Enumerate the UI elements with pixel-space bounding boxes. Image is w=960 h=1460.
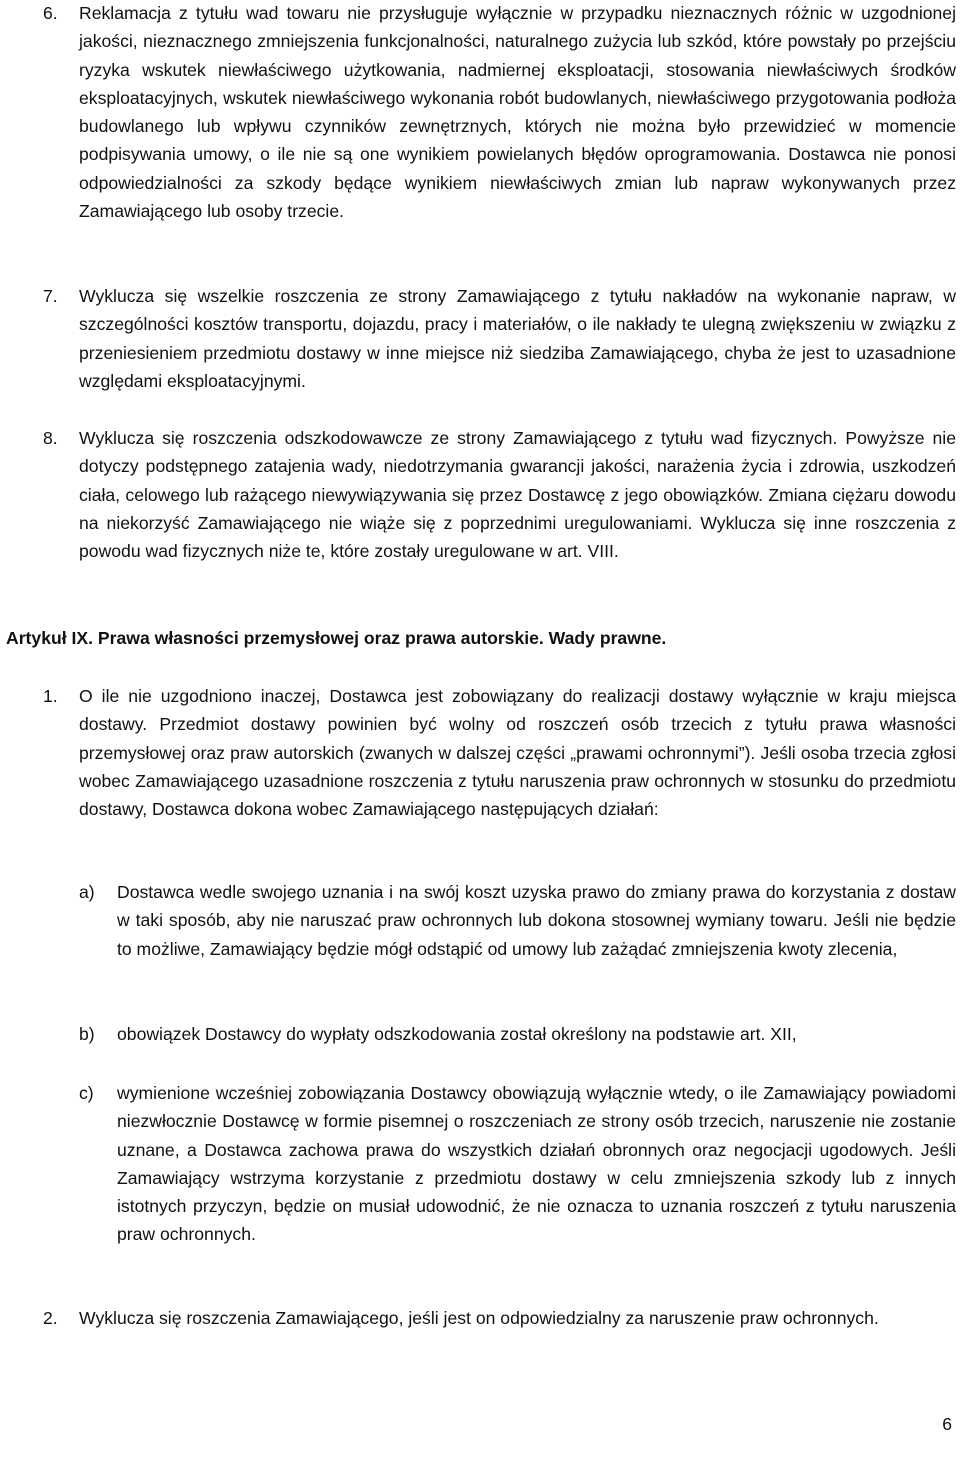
subclause-text: wymienione wcześniej zobowiązania Dostawcy obowiązują wyłącznie wtedy, o ile Zamawiający powiadomi niezwłocznie Dostawcę w formie pisemnej o roszczeniach ze strony osób trzecich, naruszenie nie zostanie uznane, a Dostawca zachowa prawa do wszystkich działań obronnych oraz negocjacji ugodowych. Jeśli Zamawiający wstrzyma korzystanie z przedmiotu dostawy w celu zmniejszenia szkody lub z innych istotnych przyczyn, będzie on musiał udowodnić, że nie oznacza to uznania roszczeń z tytułu naruszenia praw ochronnych. bbox=[117, 1083, 956, 1245]
clause-text: Wyklucza się wszelkie roszczenia ze strony Zamawiającego z tytułu nakładów na wykonanie napraw, w szczególności kosztów transportu, dojazdu, pracy i materiałów, o ile nakłady te ulegną zwiększeniu w związku z przeniesieniem przedmiotu dostawy w inne miejsce niż siedziba Zamawiającego, chyba że jest to uzasadnione względami eksploatacyjnymi. bbox=[79, 286, 956, 391]
clause-number: 6. bbox=[43, 3, 58, 23]
clause-text: Wyklucza się roszczenia Zamawiającego, jeśli jest on odpowiedzialny za naruszenie praw ochronnych. bbox=[79, 1308, 879, 1328]
clause-8 bbox=[43, 424, 956, 565]
page-number: 6 bbox=[942, 1414, 952, 1434]
subclause-label: b) bbox=[79, 1024, 95, 1044]
clause-number: 8. bbox=[43, 428, 58, 448]
clause-number: 1. bbox=[43, 686, 58, 706]
subclause-a bbox=[79, 878, 956, 963]
clause-text: Reklamacja z tytułu wad towaru nie przysługuje wyłącznie w przypadku nieznacznych różnic w uzgodnionej jakości, nieznacznego zmniejszenia funkcjonalności, naturalnego zużycia lub szkód, które powstały po przejściu ryzyka wskutek niewłaściwego użytkowania, nadmiernej eksploatacji, stosowania niewłaściwych środków eksploatacyjnych, wskutek niewłaściwego wykonania robót budowlanych, niewłaściwego przygotowania podłoża budowlanego lub wpływu czynników zewnętrznych, których nie można było przewidzieć w momencie podpisywania umowy, o ile nie są one wynikiem powielanych błędów oprogramowania. Dostawca nie ponosi odpowiedzialności za szkody będące wynikiem niewłaściwych zmian lub napraw wykonywanych przez Zamawiającego lub osoby trzecie. bbox=[79, 3, 956, 222]
clause-7 bbox=[43, 282, 956, 395]
subclause-label: a) bbox=[79, 882, 95, 902]
subclause-label: c) bbox=[79, 1083, 94, 1103]
article-heading: Artykuł IX. Prawa własności przemysłowej oraz prawa autorskie. Wady prawne. bbox=[6, 628, 667, 648]
clause-text: O ile nie uzgodniono inaczej, Dostawca jest zobowiązany do realizacji dostawy wyłącznie w kraju miejsca dostawy. Przedmiot dostawy powinien być wolny od roszczeń osób trzecich z tytułu prawa własności przemysłowej oraz praw autorskich (zwanych w dalszej części „prawami ochronnymi”). Jeśli osoba trzecia zgłosi wobec Zamawiającego uzasadnione roszczenia z tytułu naruszenia praw ochronnych w stosunku do przedmiotu dostawy, Dostawca dokona wobec Zamawiającego następujących działań: bbox=[79, 686, 956, 820]
subclause-c bbox=[79, 1079, 956, 1249]
clause-6 bbox=[43, 0, 956, 225]
clause-number: 2. bbox=[43, 1308, 58, 1328]
clause-number: 7. bbox=[43, 286, 58, 306]
article-clause-2 bbox=[43, 1304, 956, 1332]
subclause-b bbox=[79, 1020, 956, 1048]
subclause-text: obowiązek Dostawcy do wypłaty odszkodowania został określony na podstawie art. XII, bbox=[117, 1024, 797, 1044]
subclause-text: Dostawca wedle swojego uznania i na swój koszt uzyska prawo do zmiany prawa do korzystania z dostaw w taki sposób, aby nie naruszać praw ochronnych lub dokona stosownej wymiany towaru. Jeśli nie będzie to możliwe, Zamawiający będzie mógł odstąpić od umowy lub zażądać zmniejszenia kwoty zlecenia, bbox=[117, 882, 956, 959]
article-clause-1 bbox=[43, 682, 956, 823]
clause-text: Wyklucza się roszczenia odszkodowawcze ze strony Zamawiającego z tytułu wad fizycznych. Powyższe nie dotyczy podstępnego zatajenia wady, niedotrzymania gwarancji jakości, narażenia życia i zdrowia, uszkodzeń ciała, celowego lub rażącego niewywiązywania się przez Dostawcę z jego obowiązków. Zmiana ciężaru dowodu na niekorzyść Zamawiającego nie wiąże się z poprzednimi uregulowaniami. Wyklucza się inne roszczenia z powodu wad fizycznych niże te, które zostały uregulowane w art. VIII. bbox=[79, 428, 956, 562]
